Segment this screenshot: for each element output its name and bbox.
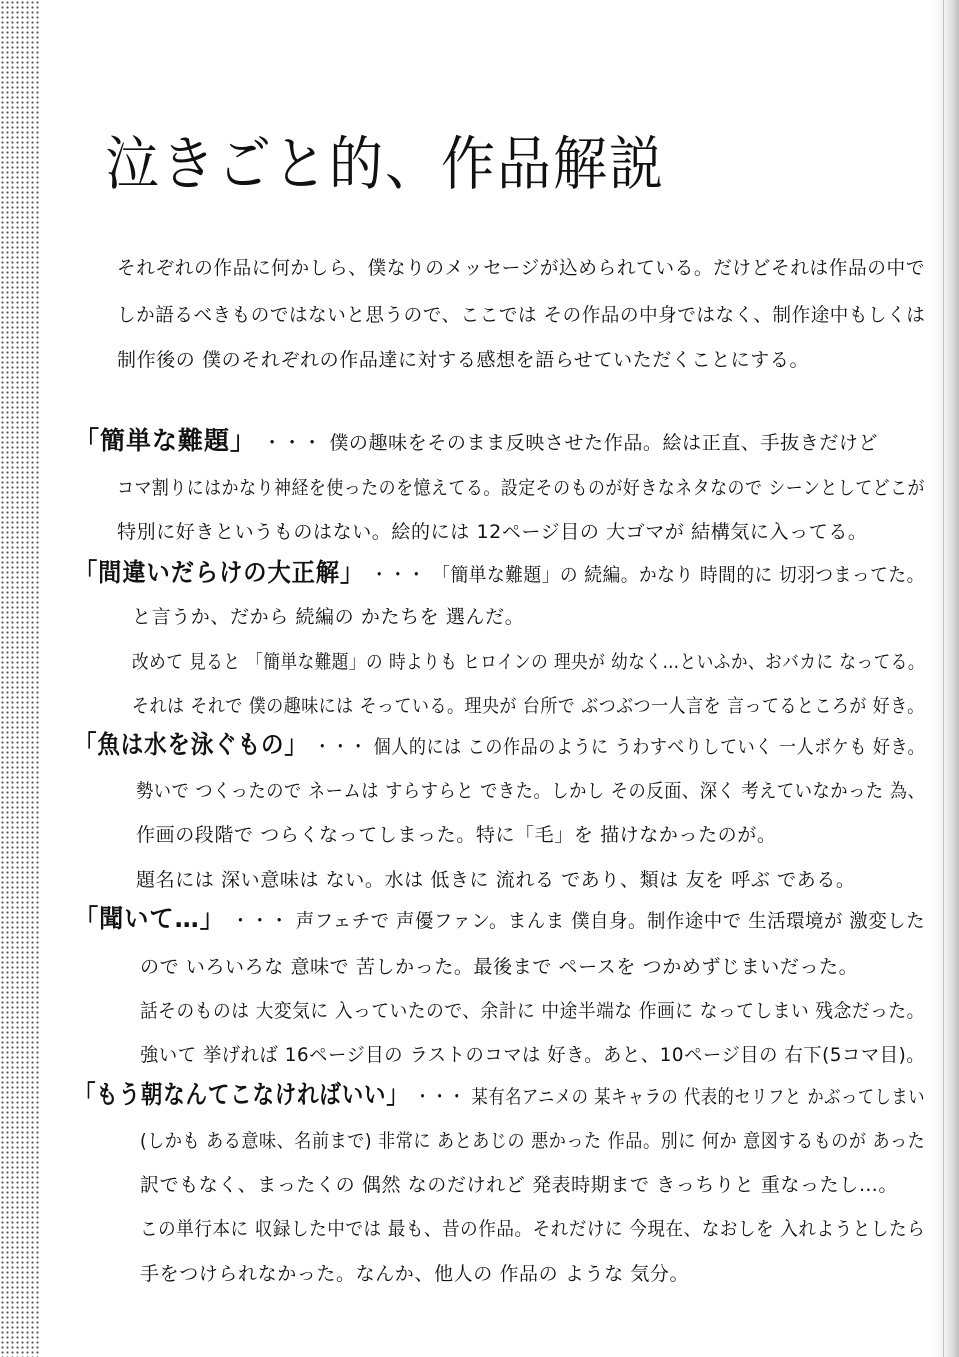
work-title-3: 「魚は水を泳ぐもの」 bbox=[74, 730, 308, 759]
work-3-line-4: 題名には 深い意味は ない。水は 低きに 流れる であり、類は 友を 呼ぶ である。 bbox=[136, 869, 856, 891]
work-dots-2: ・・・ bbox=[370, 564, 427, 586]
work-title-5: 「もう朝なんてこなければいい」 bbox=[74, 1080, 409, 1109]
work-1-line-3: 特別に好きというものはない。絵的には 12ページ目の 大ゴマが 結構気に入ってる。 bbox=[117, 521, 868, 543]
work-2-line-3: 改めて 見ると 「簡単な難題」の 時よりも ヒロインの 理央が 幼なく…といふか、おバカに なってる。 bbox=[132, 651, 925, 673]
work-heading-2 bbox=[74, 560, 925, 588]
intro-line-1: それぞれの作品に何かしら、僕なりのメッセージが込められている。だけどそれは作品の中で bbox=[117, 257, 926, 279]
work-title-2: 「間違いだらけの大正解」 bbox=[74, 558, 365, 587]
work-4-line-1: 声フェチで 声優ファン。まんま 僕自身。制作途中で 生活環境が 激変した bbox=[295, 910, 926, 932]
work-5-line-2: (しかも ある意味、名前まで) 非常に あとあじの 悪かった 作品。別に 何か 意図するものが あった bbox=[140, 1130, 926, 1152]
work-3-line-2: 勢いで つくったので ネームは すらすらと できた。しかし その反面、深く 考えていなかった 為、 bbox=[136, 780, 926, 802]
intro-line-3: 制作後の 僕のそれぞれの作品達に対する感想を語らせていただくことにする。 bbox=[117, 349, 810, 371]
work-2-line-1: 「簡単な難題」の 続編。かなり 時間的に 切羽つまってた。 bbox=[432, 564, 925, 586]
work-heading-5 bbox=[74, 1082, 925, 1110]
work-4-line-4: 強いて 挙げれば 16ページ目の ラストのコマは 好き。あと、10ページ目の 右下(5コマ目)。 bbox=[140, 1044, 926, 1066]
work-1-line-2: コマ割りにはかなり神経を使ったのを憶えてる。設定そのものが好きなネタなので シーンとしてどこが bbox=[117, 477, 926, 499]
screentone-strip bbox=[0, 0, 40, 1357]
work-heading-4 bbox=[74, 906, 925, 934]
work-4-line-2: ので いろいろな 意味で 苦しかった。最後まで ペースを つかめずじまいだった。 bbox=[140, 956, 859, 978]
work-heading-1 bbox=[74, 428, 878, 456]
work-2-line-2: と言うか、だから 続編の かたちを 選んだ。 bbox=[132, 606, 525, 628]
work-5-line-1: 某有名アニメの 某キャラの 代表的セリフと かぶってしまい bbox=[471, 1086, 926, 1108]
work-4-line-3: 話そのものは 大変気に 入っていたので、余計に 中途半端な 作画に なってしまい 残念だった。 bbox=[140, 1000, 925, 1022]
work-1-line-1: 僕の趣味をそのまま反映させた作品。絵は正直、手抜きだけど bbox=[329, 432, 879, 454]
page-edge-shadow bbox=[933, 0, 959, 1357]
work-3-line-1: 個人的には この作品のように うわすべりしていく 一人ボケも 好き。 bbox=[373, 736, 926, 758]
work-heading-3 bbox=[74, 732, 925, 760]
work-5-line-3: 訳でもなく、まったくの 偶然 なのだけれど 発表時期まで きっちりと 重なったし…。 bbox=[140, 1174, 899, 1196]
work-5-line-5: 手をつけられなかった。なんか、他人の 作品の ような 気分。 bbox=[140, 1263, 690, 1285]
page-title: 泣きごと的、作品解説 bbox=[105, 130, 665, 199]
work-2-line-4: それは それで 僕の趣味には そっている。理央が 台所で ぶつぶつ一人言を 言ってるところが 好き。 bbox=[132, 695, 925, 717]
work-3-line-3: 作画の段階で つらくなってしまった。特に「毛」を 描けなかったのが。 bbox=[136, 824, 777, 846]
work-5-line-4: この単行本に 収録した中では 最も、昔の作品。それだけに 今現在、なおしを 入れようとしたら bbox=[140, 1218, 926, 1240]
work-title-4: 「聞いて…」 bbox=[74, 904, 225, 933]
work-dots-3: ・・・ bbox=[313, 736, 368, 758]
work-dots-1: ・・・ bbox=[262, 432, 323, 454]
work-title-1: 「簡単な難題」 bbox=[74, 426, 257, 455]
work-dots-5: ・・・ bbox=[414, 1086, 466, 1108]
work-dots-4: ・・・ bbox=[231, 910, 290, 932]
intro-line-2: しか語るべきものではないと思うので、ここでは その作品の中身ではなく、制作途中もしくは bbox=[117, 304, 926, 326]
